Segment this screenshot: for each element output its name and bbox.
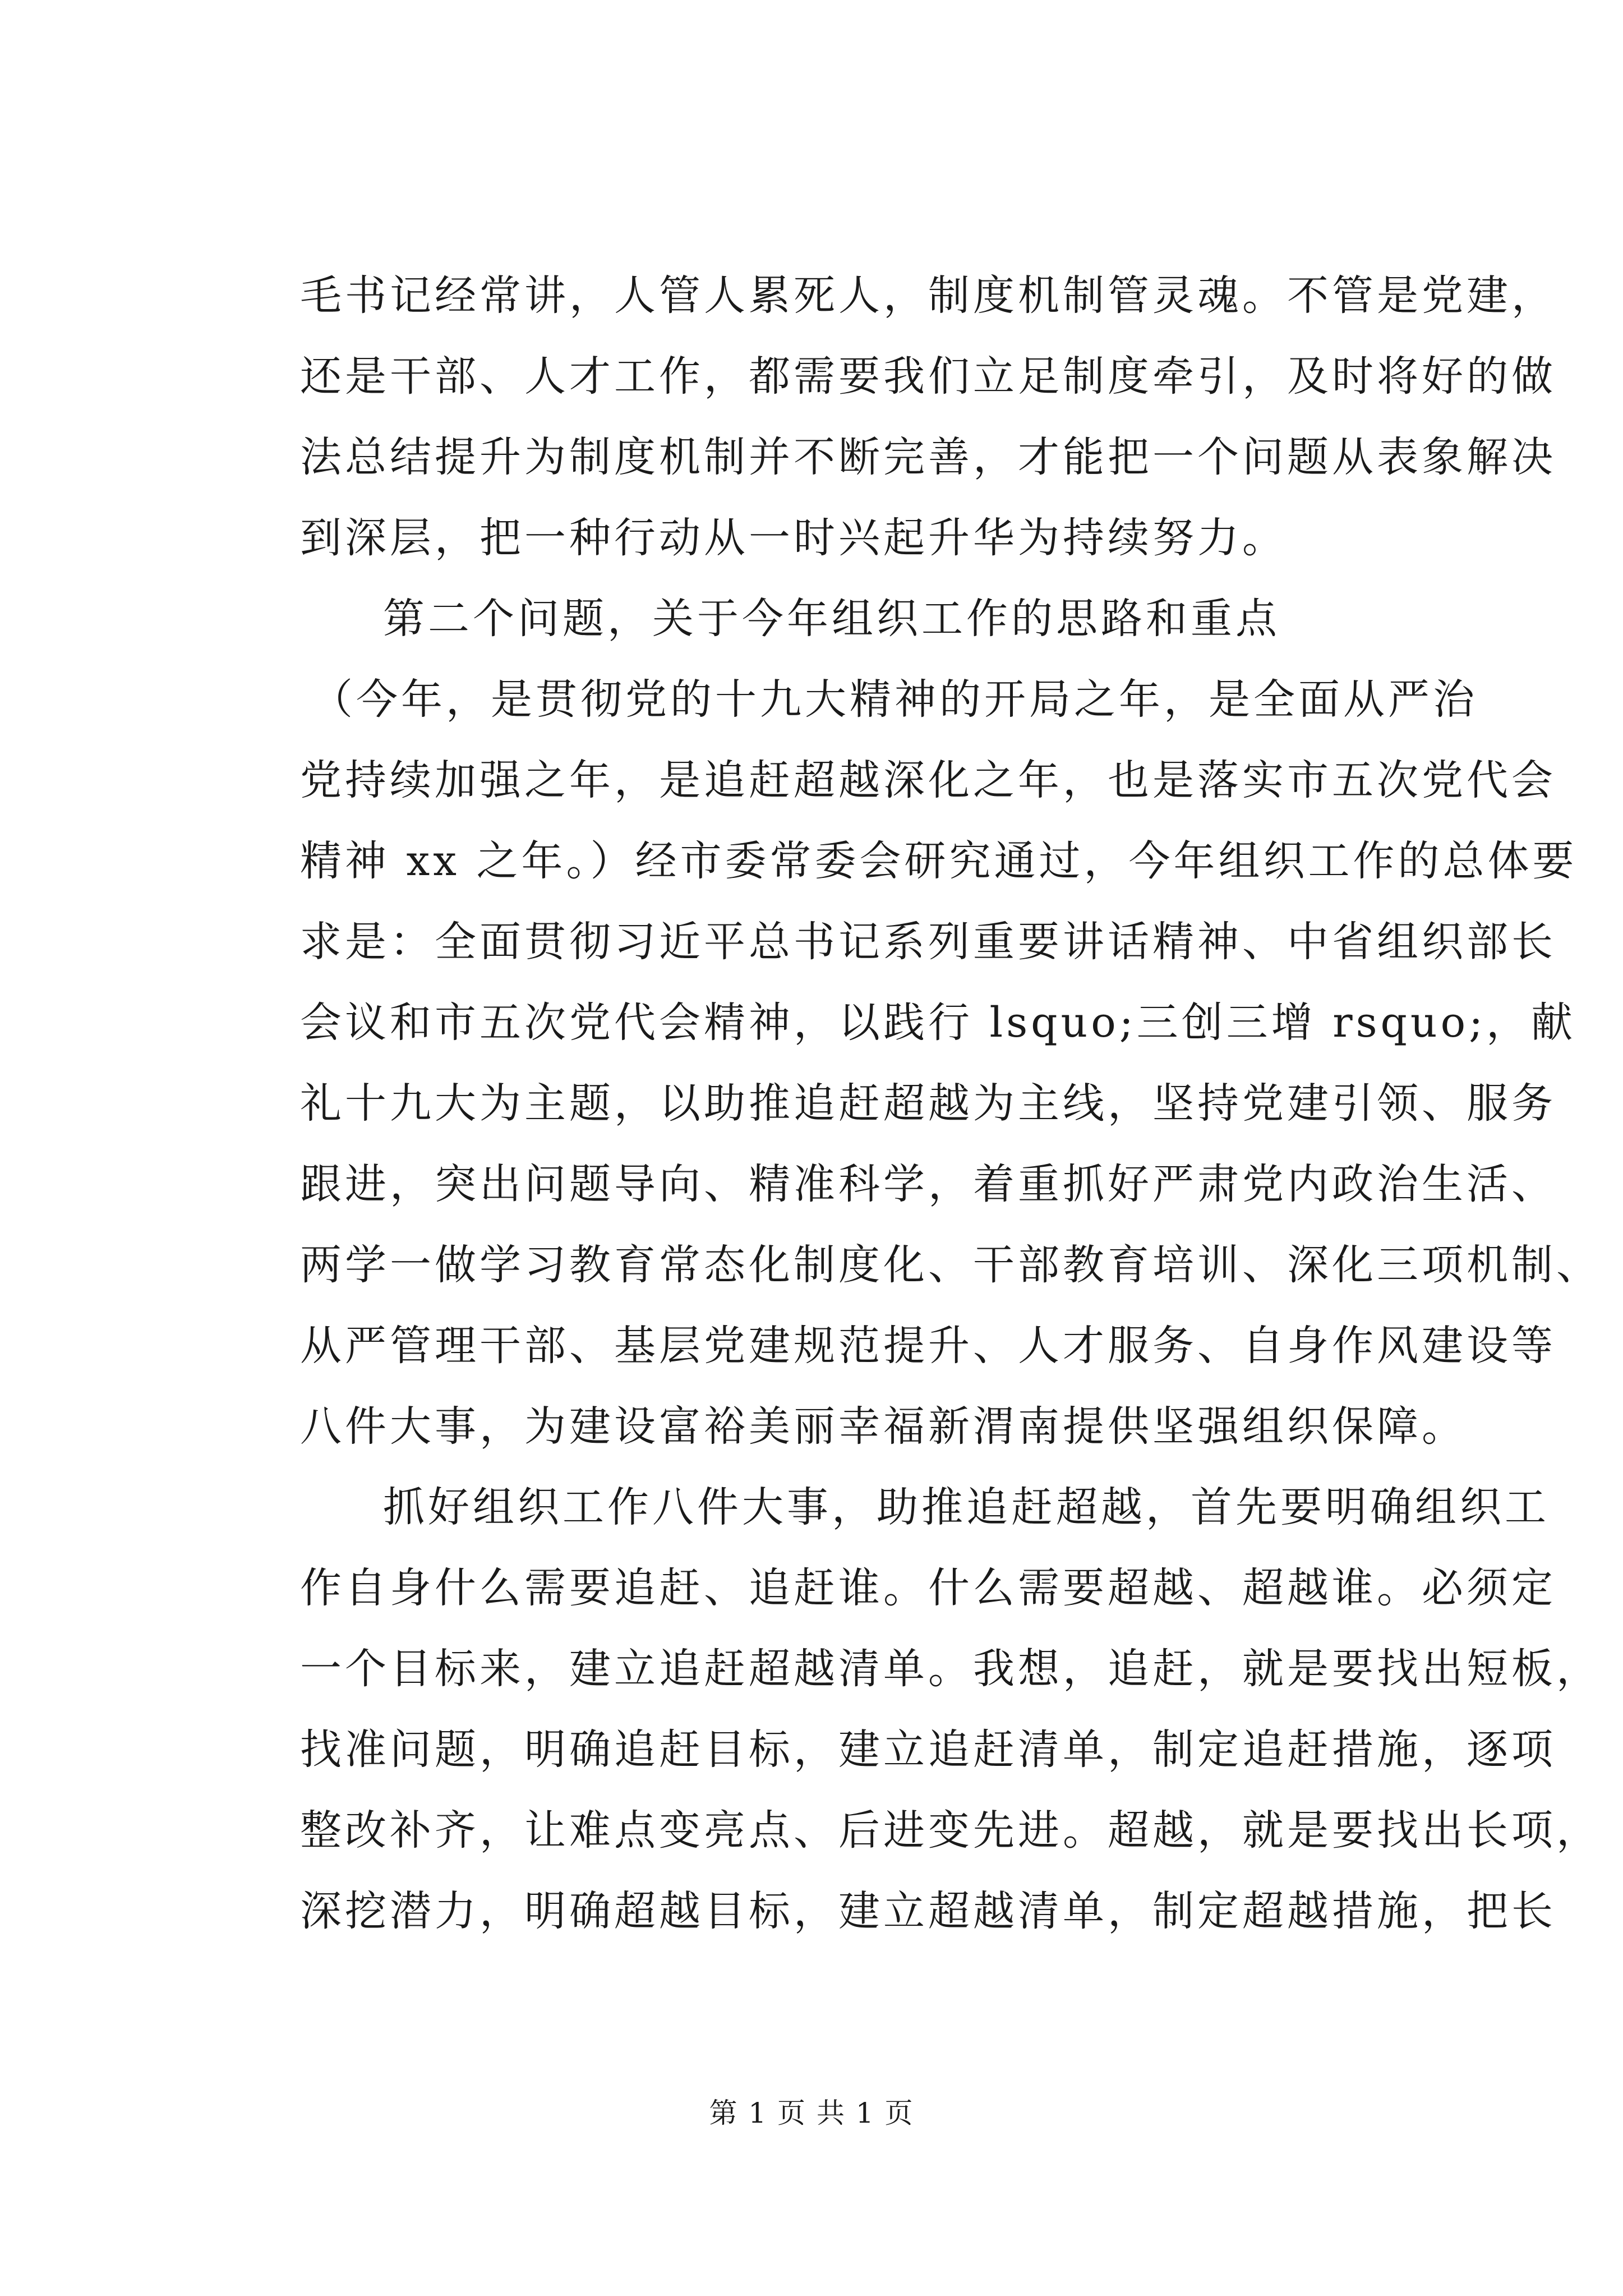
document-body: [300, 255, 1601, 1952]
text-line: 会议和市五次党代会精神，以践行 lsquo;三创三增 rsquo;，献: [300, 999, 1576, 1047]
text-line: 八件大事，为建设富裕美丽幸福新渭南提供坚强组织保障。: [300, 1402, 1467, 1451]
text-line: 党持续加强之年，是追赶超越深化之年，也是落实市五次党代会: [300, 756, 1556, 804]
text-line: 找准问题，明确追赶目标，建立追赶清单，制定追赶措施，逐项: [300, 1726, 1556, 1774]
section-heading: 第二个问题，关于今年组织工作的思路和重点: [383, 595, 1280, 643]
text-line: 毛书记经常讲，人管人累死人，制度机制管灵魂。不管是党建，: [300, 272, 1556, 320]
text-line: 礼十九大为主题，以助推追赶超越为主线，坚持党建引领、服务: [300, 1079, 1556, 1128]
text-line: 一个目标来，建立追赶超越清单。我想，追赶，就是要找出短板，: [300, 1645, 1601, 1693]
text-line: （今年，是贯彻党的十九大精神的开局之年，是全面从严治: [311, 675, 1478, 724]
text-line: 抓好组织工作八件大事，助推追赶超越，首先要明确组织工: [383, 1483, 1550, 1531]
text-line: 法总结提升为制度机制并不断完善，才能把一个问题从表象解决: [300, 433, 1556, 481]
text-line: 从严管理干部、基层党建规范提升、人才服务、自身作风建设等: [300, 1322, 1556, 1370]
text-line: 整改补齐，让难点变亮点、后进变先进。超越，就是要找出长项，: [300, 1806, 1601, 1855]
text-line: 到深层，把一种行动从一时兴起升华为持续努力。: [300, 514, 1287, 562]
page-footer: 第 1 页 共 1 页: [709, 2097, 914, 2129]
text-line: 精神 xx 之年。）经市委常委会研究通过，今年组织工作的总体要: [300, 837, 1578, 885]
text-line: 跟进，突出问题导向、精准科学，着重抓好严肃党内政治生活、: [300, 1160, 1556, 1208]
text-line: 深挖潜力，明确超越目标，建立超越清单，制定超越措施，把长: [300, 1887, 1556, 1935]
text-line: 两学一做学习教育常态化制度化、干部教育培训、深化三项机制、: [300, 1241, 1601, 1289]
text-line: 作自身什么需要追赶、追赶谁。什么需要超越、超越谁。必须定: [300, 1564, 1556, 1612]
text-line: 求是：全面贯彻习近平总书记系列重要讲话精神、中省组织部长: [300, 918, 1556, 966]
text-line: 还是干部、人才工作，都需要我们立足制度牵引，及时将好的做: [300, 352, 1556, 401]
